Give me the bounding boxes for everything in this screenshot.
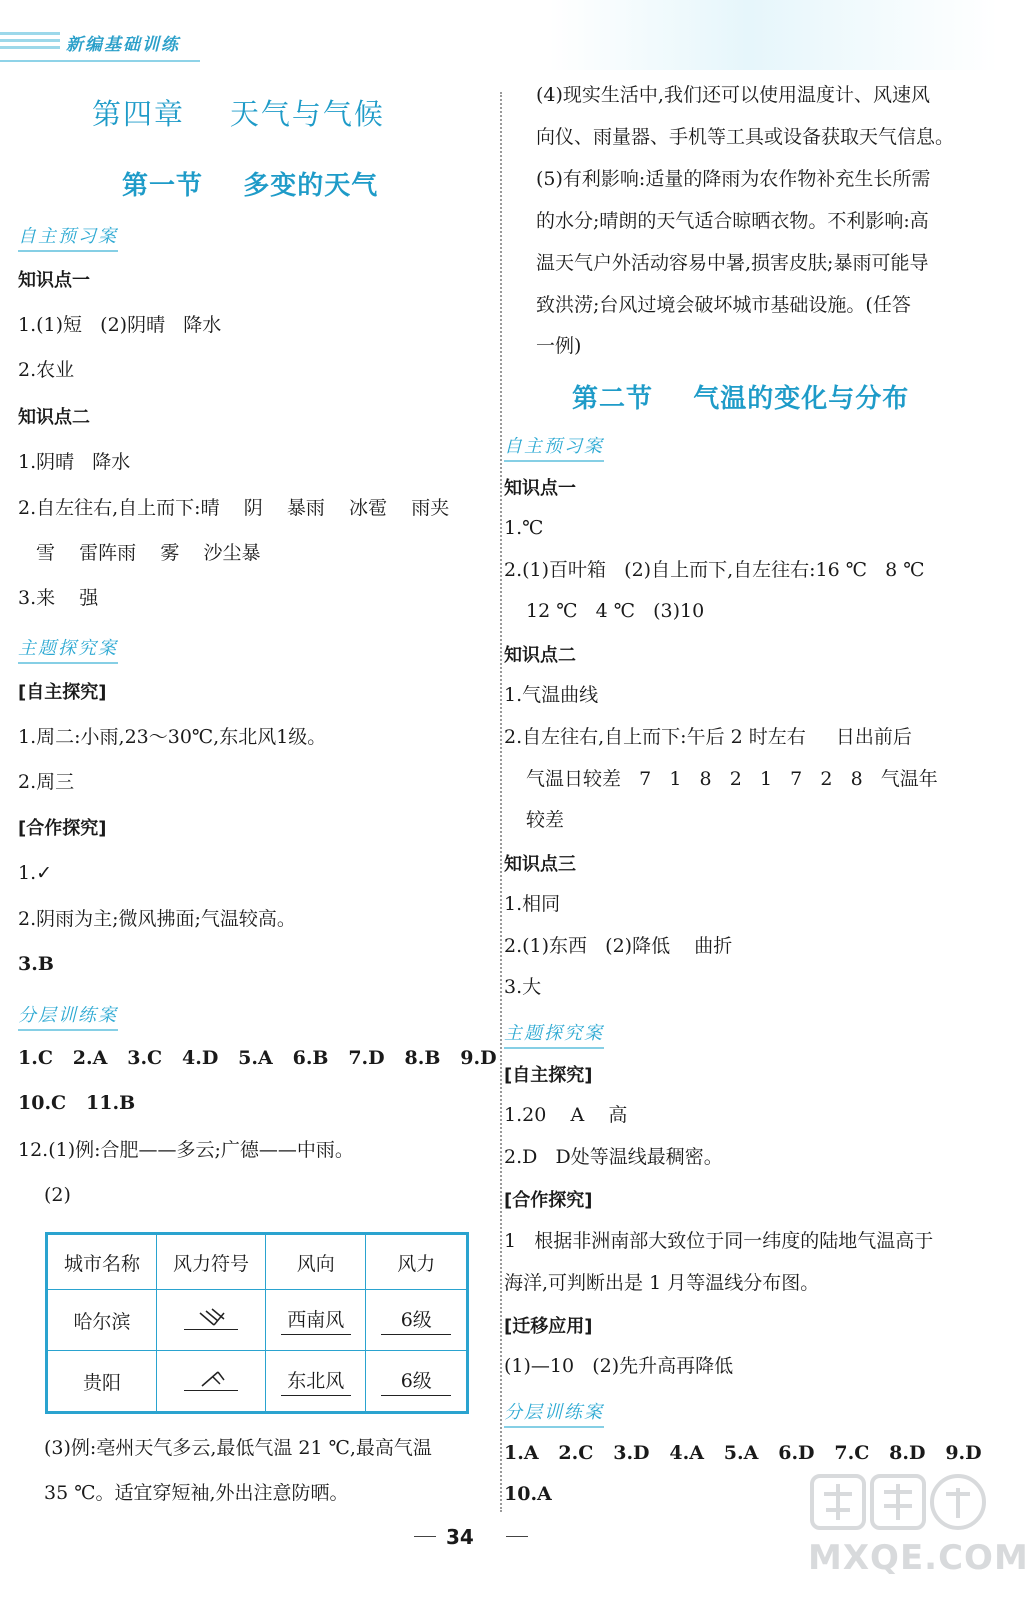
page-number: 34: [446, 1525, 474, 1549]
table-cell-direction: 西南风: [266, 1290, 366, 1351]
watermark: [808, 1470, 1029, 1585]
kp-heading: 知识点一: [504, 478, 576, 499]
column-divider: [500, 92, 502, 1512]
kp-heading: 知识点二: [504, 645, 576, 666]
section-2-title: 第二节 气温的变化与分布: [572, 384, 910, 414]
table-cell-city: 哈尔滨: [48, 1290, 157, 1351]
table-cell-symbol: [157, 1351, 266, 1412]
table-row: [48, 1290, 467, 1351]
answer-line: 2.周三: [18, 771, 75, 793]
chapter-title: 第四章 天气与气候: [92, 97, 385, 131]
subheading: [合作探究]: [18, 818, 107, 839]
answer-line: 12.(1)例:合肥——多云;广德——中雨。: [18, 1139, 354, 1161]
page-dash: [414, 1536, 436, 1537]
answer-line: 1.A 2.C 3.D 4.A 5.A 6.D 7.C 8.D 9.D: [504, 1442, 982, 1464]
answer-line: (1)—10 (2)先升高再降低: [504, 1355, 734, 1377]
answer-line: 1.气温曲线: [504, 684, 599, 706]
tag-train: 分层训练案: [504, 1398, 604, 1424]
table-header: 风力: [366, 1235, 467, 1290]
answer-line: 致洪涝;台风过境会破坏城市基础设施。(任答: [536, 294, 911, 316]
answer-line: 3.大: [504, 976, 542, 998]
answer-line: 2.(1)百叶箱 (2)自上而下,自左往右:16 ℃ 8 ℃: [504, 559, 925, 581]
answer-line: 海洋,可判断出是 1 月等温线分布图。: [504, 1272, 820, 1294]
section-1-title: 第一节 多变的天气: [122, 171, 379, 201]
answer-line: 2.D D处等温线最稠密。: [504, 1146, 723, 1168]
table-header: 风向: [266, 1235, 366, 1290]
wind-table: [45, 1232, 469, 1414]
answer-line: 温天气户外活动容易中暑,损害皮肤;暴雨可能导: [536, 252, 929, 274]
answer-line: 35 ℃。适宜穿短袖,外出注意防晒。: [44, 1482, 349, 1504]
answer-line: (3)例:亳州天气多云,最低气温 21 ℃,最高气温: [44, 1437, 432, 1459]
table-cell-force: 6级: [366, 1290, 467, 1351]
answer-line: 雪 雷阵雨 雾 沙尘暴: [36, 542, 261, 564]
tag-preview: 自主预习案: [504, 432, 604, 458]
table-header: 风力符号: [157, 1235, 266, 1290]
answer-line: 的水分;晴朗的天气适合晾晒衣物。不利影响:高: [536, 210, 929, 232]
answer-line: (5)有利影响:适量的降雨为农作物补充生长所需: [536, 168, 931, 190]
answer-line: 2.自左往右,自上而下:晴 阴 暴雨 冰雹 雨夹: [18, 497, 450, 519]
answer-line: 1.阴晴 降水: [18, 451, 131, 473]
header-decor-lines: [0, 32, 60, 62]
table-cell-direction: 东北风: [266, 1351, 366, 1412]
table-header: 城市名称: [48, 1235, 157, 1290]
answer-line: 气温日较差 7 1 8 2 1 7 2 8 气温年: [526, 768, 938, 790]
kp-heading: 知识点二: [18, 407, 90, 428]
answer-line: 3.来 强: [18, 587, 99, 609]
answer-line: 12 ℃ 4 ℃ (3)10: [526, 600, 705, 622]
answer-line: 1 根据非洲南部大致位于同一纬度的陆地气温高于: [504, 1230, 934, 1252]
table-cell-symbol: [157, 1290, 266, 1351]
page-dash: [506, 1536, 528, 1537]
answer-line: 1.(1)短 (2)阴晴 降水: [18, 314, 222, 336]
answer-line: 1.✓: [18, 862, 53, 884]
table-cell-force: 6级: [366, 1351, 467, 1412]
header-rule: [0, 60, 200, 62]
answer-line: 10.C 11.B: [18, 1092, 136, 1114]
answer-line: (4)现实生活中,我们还可以使用温度计、风速风: [536, 84, 930, 106]
subheading: [迁移应用]: [504, 1316, 593, 1337]
answer-line: 较差: [526, 809, 565, 831]
kp-heading: 知识点一: [18, 270, 90, 291]
subheading: [合作探究]: [504, 1190, 593, 1211]
watermark-logo-icon: [808, 1470, 988, 1540]
table-cell-city: 贵阳: [48, 1351, 157, 1412]
wind-symbol-icon: [184, 1368, 238, 1391]
tag-train: 分层训练案: [18, 1001, 118, 1027]
answer-line: 10.A: [504, 1483, 552, 1505]
series-title: 新编基础训练: [66, 35, 180, 55]
tag-preview: 自主预习案: [18, 222, 118, 248]
subheading: [自主探究]: [504, 1065, 593, 1086]
answer-line: 一例): [536, 335, 582, 357]
answer-line: 2.农业: [18, 359, 75, 381]
answer-line: 3.B: [18, 953, 54, 975]
table-row: [48, 1351, 467, 1412]
kp-heading: 知识点三: [504, 854, 576, 875]
answer-line: 1.20 A 高: [504, 1104, 628, 1126]
answer-line: 1.℃: [504, 517, 544, 539]
tag-explore: 主题探究案: [504, 1019, 604, 1045]
watermark-url: MXQE.COM: [808, 1538, 1029, 1578]
answer-line: 2.自左往右,自上而下:午后 2 时左右 日出前后: [504, 726, 912, 748]
answer-line: 1.C 2.A 3.C 4.D 5.A 6.B 7.D 8.B 9.D: [18, 1047, 497, 1069]
tag-explore: 主题探究案: [18, 634, 118, 660]
answer-line: 2.阴雨为主;微风拂面;气温较高。: [18, 908, 296, 930]
answer-line: 1.相同: [504, 893, 561, 915]
answer-line: 1.周二:小雨,23～30℃,东北风1级。: [18, 726, 327, 748]
subheading: [自主探究]: [18, 682, 107, 703]
answer-line: (2): [44, 1184, 71, 1206]
answer-line: 向仪、雨量器、手机等工具或设备获取天气信息。: [536, 126, 955, 148]
wind-symbol-icon: [184, 1307, 238, 1330]
answer-line: 2.(1)东西 (2)降低 曲折: [504, 935, 733, 957]
